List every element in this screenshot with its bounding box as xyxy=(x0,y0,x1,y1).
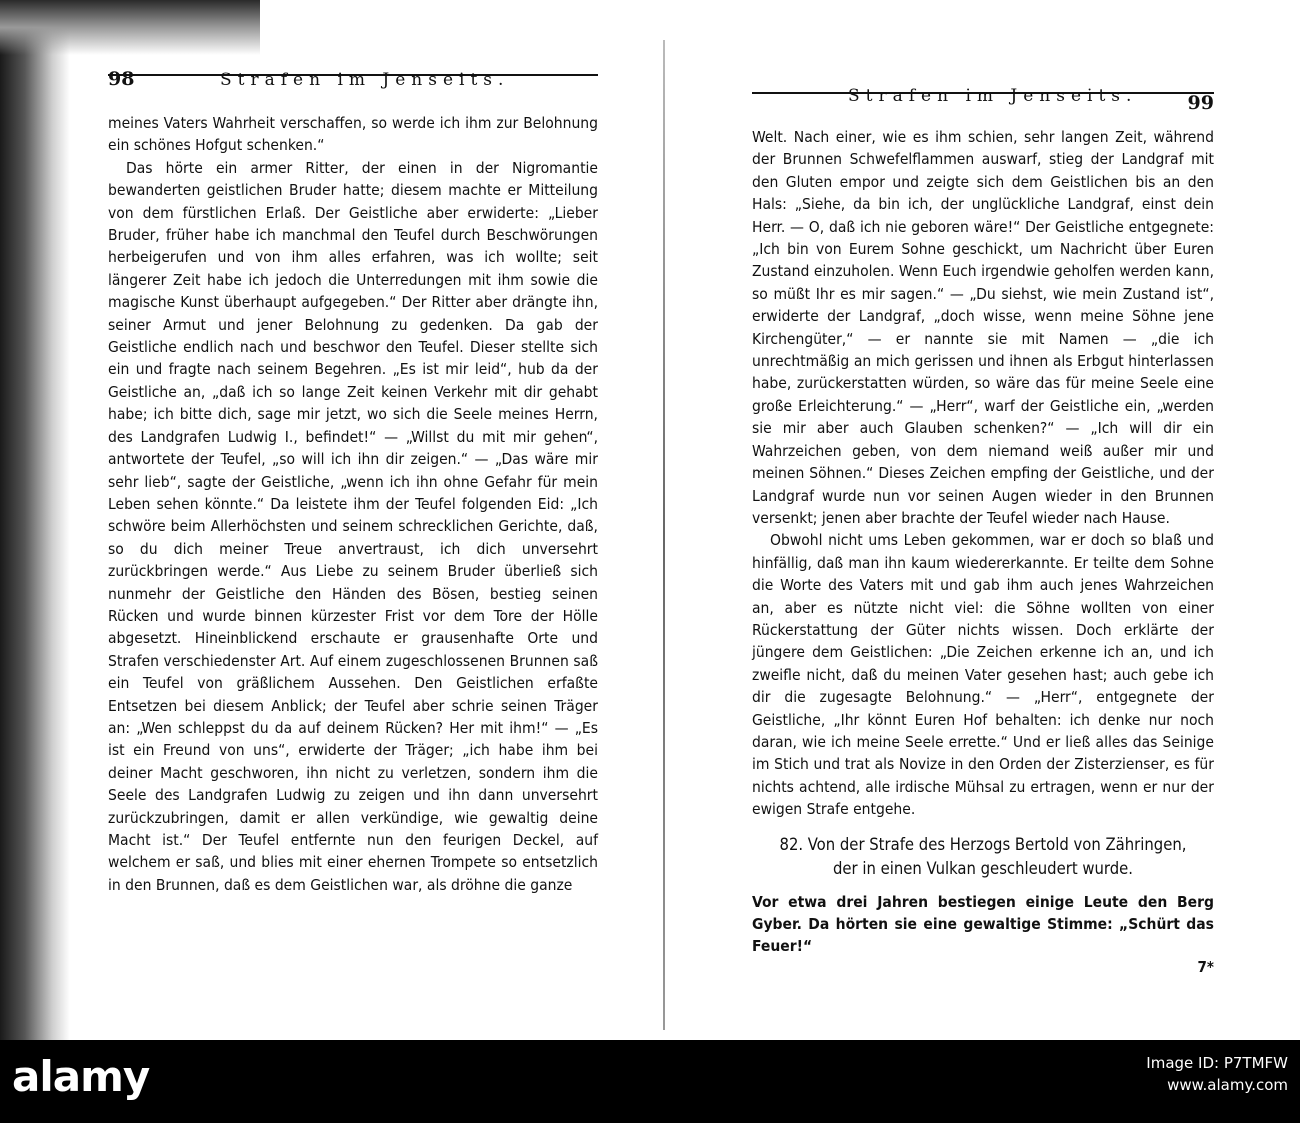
left-page xyxy=(108,0,598,1040)
right-paragraph-2: Obwohl nicht ums Leben gekommen, war er doch so blaß und hinfällig, daß man ihn kaum wiedererkannte. Er teilte dem Sohne die Worte des Vaters mit und gab ihm auch jenes Wahrzeichen an, aber es nützte nicht viel: die Söhne wollten von einer Rückerstattung der Güter nichts wissen. Doch erklärte der jüngere dem Geistlichen: „Die Zeichen erkenne ich an, und ich zweifle nicht, daß du meinen Vater gesehen hast; auch gebe ich dir die zugesagte Belohnung.“ — „Herr“, entgegnete der Geistliche, „Ihr könnt Euren Hof behalten: ich denke nur noch daran, wie ich meine Seele errette.“ Und er ließ alles das Seinige im Stich und trat als Novize in den Orden der Zisterzienser, es für nichts achtend, alle irdische Mühsal zu ertragen, wenn er nur der ewigen Strafe entgehe. xyxy=(752,531,1214,819)
watermark-bar xyxy=(0,1040,1300,1123)
right-running-head xyxy=(752,86,1214,114)
section-heading-line-2: der in einen Vulkan geschleudert wurde. xyxy=(832,858,1133,878)
site-url-text: www.alamy.com xyxy=(1167,1076,1288,1094)
left-paragraph-2: Das hörte ein armer Ritter, der einen in der Nigromantie bewanderten geistlichen Bruder hatte; diesem machte er Mitteilung von dem fürstlichen Erlaß. Der Geistliche aber erwiderte: „Lieber Bruder, früher habe ich manchmal den Teufel durch Beschwörungen herbeigerufen und von ihm alles erfahren, was ich wollte; seit längerer Zeit habe ich jedoch die Unterredungen mit ihm sowie die magische Kunst überhaupt aufgegeben.“ Der Ritter aber drängte ihn, seiner Armut und jener Belohnung zu gedenken. Da gab der Geistliche endlich nach und beschwor den Teufel. Dieser stellte sich ein und fragte nach seinem Begehren. „Es ist mir leid“, hub da der Geistliche an, „daß ich so lange Zeit keinen Verkehr mit dir gehabt habe; ich bitte dich, sage mir jetzt, wo sich die Seele meines Herrn, des Landgrafen Ludwig I., befindet!“ — „Willst du mit mir gehen“, antwortete der Teufel, „so will ich ihn dir zeigen.“ — „Das wäre mir sehr lieb“, sagte der Geistliche, „wenn ich ihn ohne Gefahr für mein Leben sehen könnte.“ Da leistete ihm der Teufel folgenden Eid: „Ich schwöre beim Allerhöchsten und seinem schrecklichen Gerichte, daß, so du dich meiner Treue anvertraust, ich dich unversehrt zurückbringen werde.“ Aus Liebe zu seinem Bruder überließ sich nunmehr der Geistliche den Händen des Bösen, bestieg seinen Rücken und wurde binnen kürzester Frist vor dem Tore der Hölle abgesetzt. Hineinblickend erschaute er grausenhafte Orte und Strafen verschiedenster Art. Auf einem zugeschlossenen Brunnen saß ein Teufel von gräßlichem Aussehen. Den Geistlichen erfaßte Entsetzen bei diesem Anblick; der Teufel aber schrie seinen Träger an: „Wen schleppst du da auf deinem Rücken? Her mit ihm!“ — „Es ist ein Freund von uns“, erwiderte der Träger; „ich habe ihm bei deiner Macht geschworen, ihn nicht zu verletzen, sondern ihm die Seele des Landgrafen Ludwig zu zeigen und ihn dann unversehrt zurückzubringen, damit er allen verkündige, wie gewaltig deine Macht ist.“ Der Teufel entfernte nun den feurigen Deckel, auf welchem er saß, und blies mit einer ehernen Trompete so entsetzlich in den Brunnen, daß es dem Geistlichen war, als dröhne die ganze xyxy=(108,158,598,894)
right-paragraph-1: Welt. Nach einer, wie es ihm schien, sehr langen Zeit, während der Brunnen Schwefelflammen auswarf, stieg der Landgraf mit den Gluten empor und zeigte sich dem Geistlichen bis an den Hals: „Siehe, da bin ich, der unglückliche Landgraf, einst dein Herr. — O, daß ich nie geboren wäre!“ Der Geistliche entgegnete: „Ich bin von Eurem Sohne geschickt, um Nachricht über Euren Zustand einzuholen. Wenn Euch irgendwie geholfen werden kann, so müßt Ihr es mir sagen.“ — „Du siehst, wie mein Zustand ist“, erwiderte der Landgraf, „doch wisse, wenn meine Söhne jene Kirchengüter,“ — er nannte sie mit Namen — „die ich unrechtmäßig an mich gerissen und ihnen als Erbgut hinterlassen habe, zurückerstatten würden, so wäre das für meine Seele eine große Erleichterung.“ — „Herr“, warf der Geistliche ein, „werden sie mir aber auch Glauben schenken?“ — „Ich will dir ein Wahrzeichen geben, von dem niemand weiß außer mir und meinen Söhnen.“ Dieses Zeichen empfing der Geistliche, und der Landgraf wurde nun vor seinen Augen wieder in den Brunnen versenkt; jenen aber brachte der Teufel wieder nach Hause. xyxy=(752,128,1214,527)
left-paragraph-1: meines Vaters Wahrheit verschaffen, so werde ich ihm zur Belohnung ein schönes Hofgut schenken.“ xyxy=(108,114,598,155)
right-page-number: 99 xyxy=(1187,92,1214,114)
book-gutter xyxy=(663,40,665,1030)
scan-shadow-left xyxy=(0,0,70,1040)
image-id-text: Image ID: P7TMFW xyxy=(1146,1054,1288,1072)
section-heading xyxy=(752,833,1214,881)
right-page xyxy=(752,0,1214,1040)
alamy-logo: alamy xyxy=(12,1052,150,1101)
left-running-head xyxy=(108,68,598,90)
right-body-text xyxy=(752,126,1214,976)
section-heading-line-1: 82. Von der Strafe des Herzogs Bertold von Zähringen, xyxy=(779,834,1187,854)
left-page-number: 98 xyxy=(108,68,135,90)
signature-mark: 7* xyxy=(1197,957,1214,976)
image-id-block xyxy=(1146,1052,1288,1096)
left-running-title: Strafen im Jenseits. xyxy=(220,70,510,90)
right-running-title: Strafen im Jenseits. xyxy=(848,86,1138,106)
left-body-text xyxy=(108,112,598,896)
section-paragraph: Vor etwa drei Jahren bestiegen einige Leute den Berg Gyber. Da hörten sie eine gewaltige Stimme: „Schürt das Feuer!“ xyxy=(752,892,1214,956)
